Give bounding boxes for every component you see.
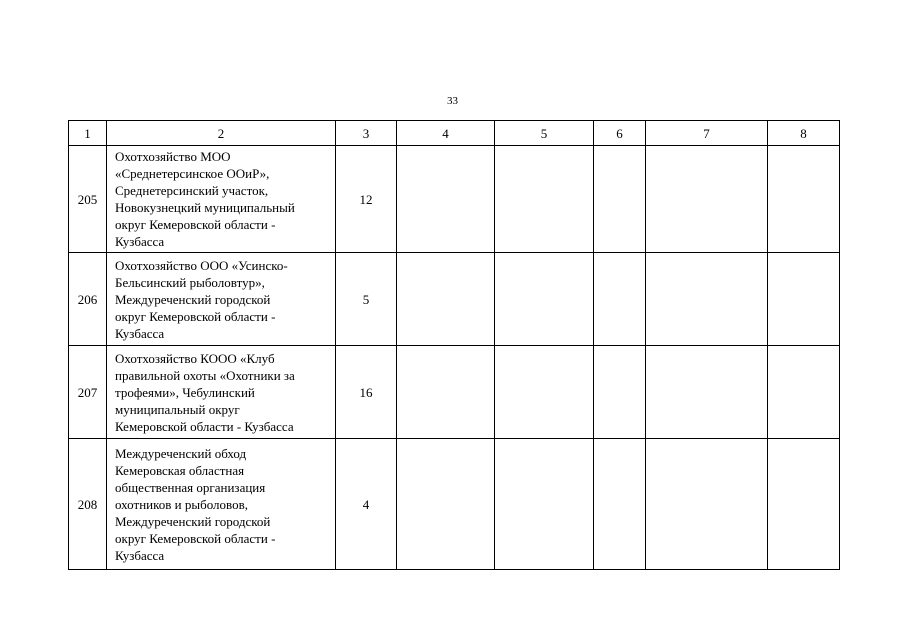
area-name bbox=[107, 346, 336, 439]
value-col-3: 12 bbox=[336, 146, 397, 253]
empty-cell bbox=[495, 346, 594, 439]
value-col-3: 4 bbox=[336, 439, 397, 570]
empty-cell bbox=[495, 253, 594, 346]
area-name-line: общественная организация bbox=[115, 479, 266, 495]
area-name-line: Кемеровская областная bbox=[115, 462, 245, 478]
area-name-line: охотников и рыболовов, bbox=[115, 496, 248, 512]
header-cell-1: 1 bbox=[69, 121, 107, 146]
table-row bbox=[69, 346, 840, 439]
empty-cell bbox=[397, 253, 495, 346]
value-col-3: 16 bbox=[336, 346, 397, 439]
row-number: 208 bbox=[69, 439, 107, 570]
empty-cell bbox=[397, 146, 495, 253]
area-name-line: округ Кемеровской области - bbox=[115, 530, 276, 546]
area-name-line: муниципальный округ bbox=[115, 401, 240, 417]
empty-cell bbox=[594, 253, 646, 346]
table-header-row bbox=[69, 121, 840, 146]
area-name-line: Охотхозяйство МОО bbox=[115, 149, 231, 164]
area-name-line: Междуреченский обход bbox=[115, 445, 247, 461]
empty-cell bbox=[646, 146, 768, 253]
row-number: 207 bbox=[69, 346, 107, 439]
empty-cell bbox=[646, 439, 768, 570]
empty-cell bbox=[768, 439, 840, 570]
empty-cell bbox=[495, 146, 594, 253]
area-name-line: Кузбасса bbox=[115, 325, 165, 341]
area-name bbox=[107, 253, 336, 346]
area-name-line: округ Кемеровской области - bbox=[115, 217, 276, 232]
area-name bbox=[107, 146, 336, 253]
header-cell-6: 6 bbox=[594, 121, 646, 146]
header-cell-8: 8 bbox=[768, 121, 840, 146]
header-cell-7: 7 bbox=[646, 121, 768, 146]
table-row bbox=[69, 253, 840, 346]
hunting-areas-table bbox=[68, 120, 840, 570]
row-number: 205 bbox=[69, 146, 107, 253]
empty-cell bbox=[768, 346, 840, 439]
header-cell-2: 2 bbox=[107, 121, 336, 146]
empty-cell bbox=[646, 253, 768, 346]
area-name-line: Междуреченский городской bbox=[115, 291, 271, 307]
area-name-line: Среднетерсинский участок, bbox=[115, 183, 269, 198]
empty-cell bbox=[768, 253, 840, 346]
header-cell-4: 4 bbox=[397, 121, 495, 146]
area-name-line: правильной охоты «Охотники за bbox=[115, 367, 295, 383]
header-cell-3: 3 bbox=[336, 121, 397, 146]
area-name-line: Междуреченский городской bbox=[115, 513, 271, 529]
empty-cell bbox=[594, 346, 646, 439]
table-row bbox=[69, 146, 840, 253]
empty-cell bbox=[495, 439, 594, 570]
area-name-line: «Среднетерсинское ООиР», bbox=[115, 166, 270, 181]
area-name bbox=[107, 439, 336, 570]
table-row bbox=[69, 439, 840, 570]
row-number: 206 bbox=[69, 253, 107, 346]
header-cell-5: 5 bbox=[495, 121, 594, 146]
empty-cell bbox=[594, 146, 646, 253]
empty-cell bbox=[646, 346, 768, 439]
empty-cell bbox=[397, 346, 495, 439]
area-name-line: Кемеровской области - Кузбасса bbox=[115, 418, 294, 434]
area-name-line: Кузбасса bbox=[115, 547, 165, 563]
area-name-line: Охотхозяйство КООО «Клуб bbox=[115, 350, 275, 366]
empty-cell bbox=[768, 146, 840, 253]
area-name-line: Бельсинский рыболовтур», bbox=[115, 274, 265, 290]
area-name-line: Кузбасса bbox=[115, 234, 165, 249]
area-name-line: округ Кемеровской области - bbox=[115, 308, 276, 324]
empty-cell bbox=[397, 439, 495, 570]
area-name-line: трофеями», Чебулинский bbox=[115, 384, 255, 400]
page-number: 33 bbox=[447, 95, 458, 107]
empty-cell bbox=[594, 439, 646, 570]
value-col-3: 5 bbox=[336, 253, 397, 346]
area-name-line: Новокузнецкий муниципальный bbox=[115, 200, 295, 215]
area-name-line: Охотхозяйство ООО «Усинско- bbox=[115, 257, 288, 273]
